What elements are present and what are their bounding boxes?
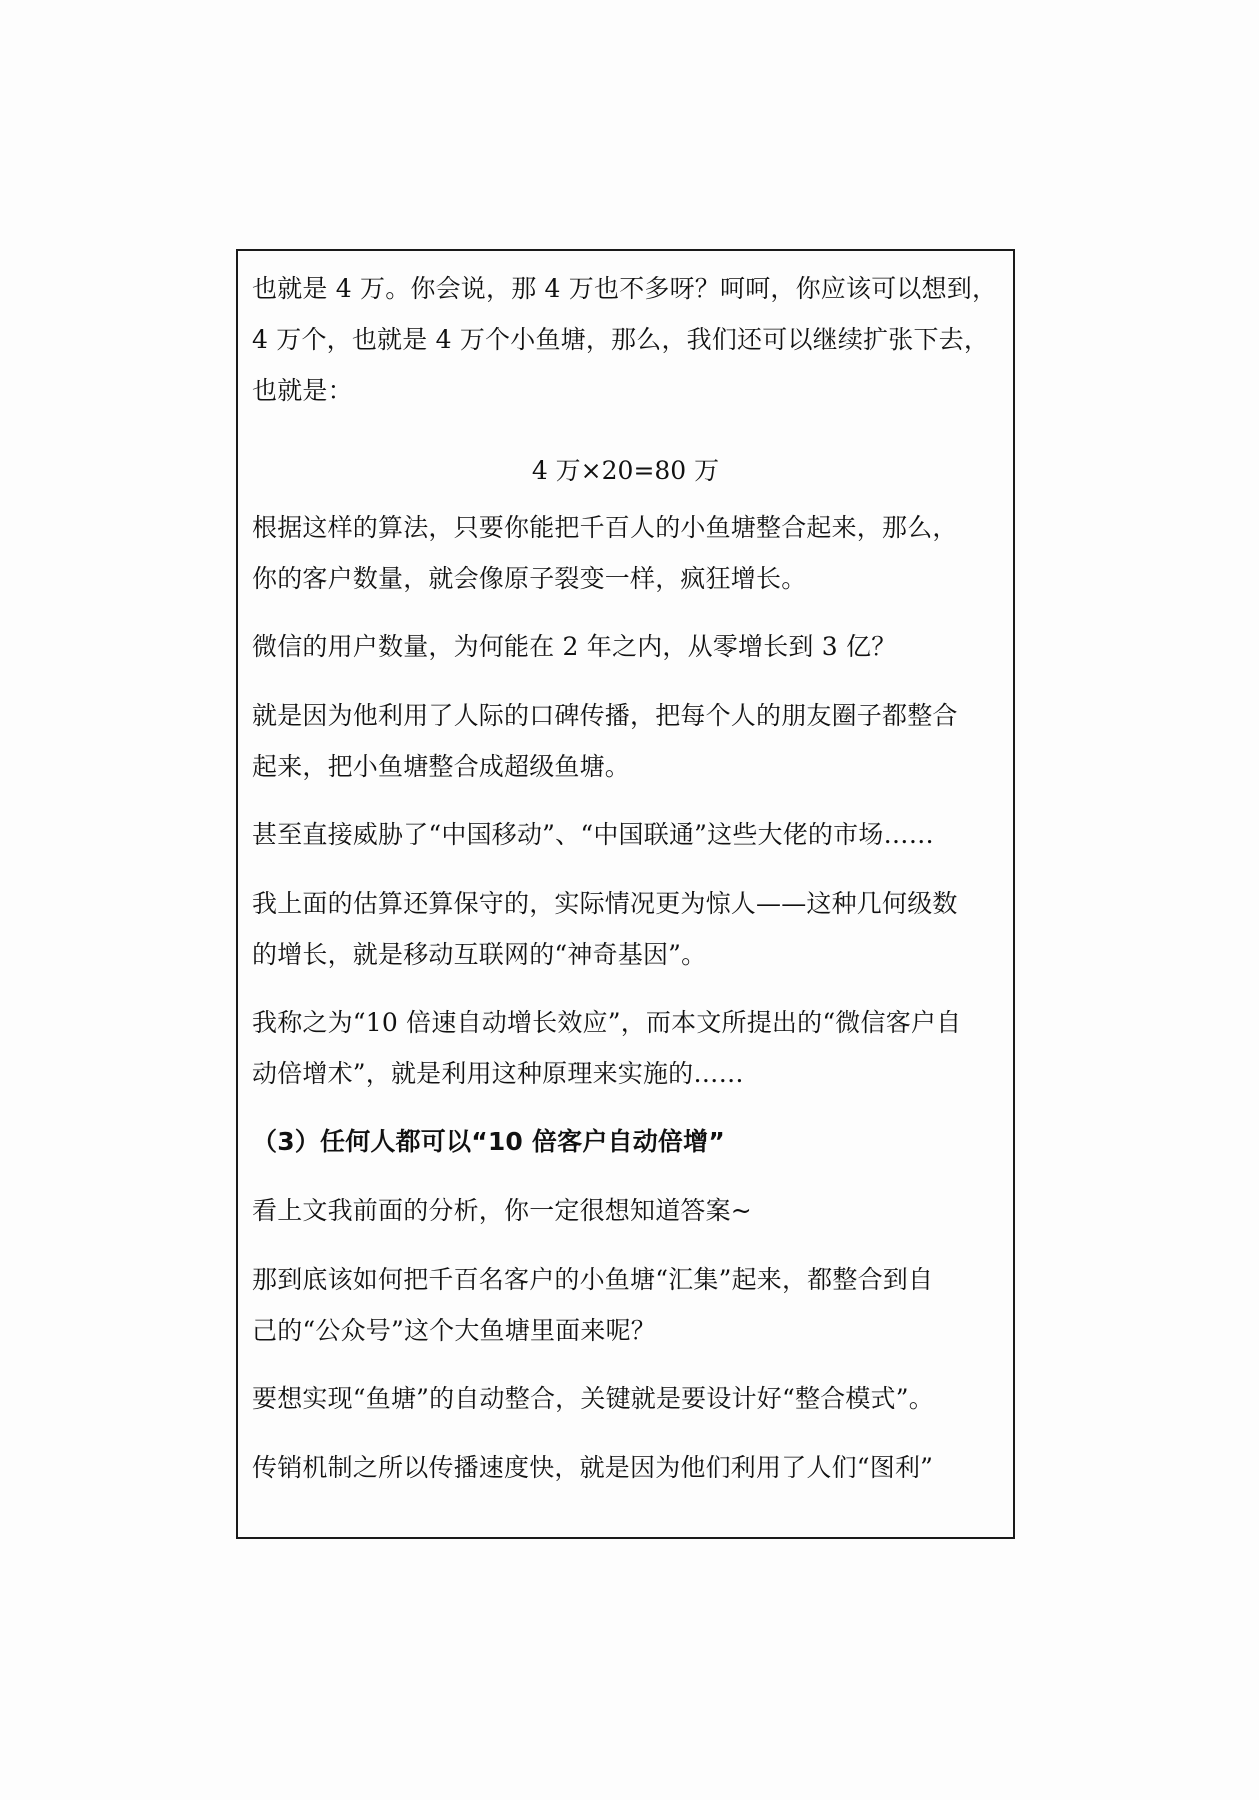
text-line: 己的“公众号”这个大鱼塘里面来呢？ xyxy=(252,1316,656,1345)
text-line: 看上文我前面的分析，你一定很想知道答案~ xyxy=(252,1196,752,1225)
text-line: 根据这样的算法，只要你能把千百人的小鱼塘整合起来，那么， xyxy=(252,513,958,542)
text-line: 也就是 4 万。你会说，那 4 万也不多呀？呵呵，你应该可以想到， xyxy=(252,274,998,303)
text-line: 甚至直接威胁了“中国移动”、“中国联通”这些大佬的市场…… xyxy=(252,820,934,849)
text-line: 我上面的估算还算保守的，实际情况更为惊人——这种几何级数 xyxy=(252,889,958,918)
text-line: 的增长，就是移动互联网的“神奇基因”。 xyxy=(252,940,707,969)
text-line: 动倍增术”，就是利用这种原理来实施的…… xyxy=(252,1059,744,1088)
text-line: 4 万个，也就是 4 万个小鱼塘，那么，我们还可以继续扩张下去， xyxy=(252,325,990,354)
text-line: 要想实现“鱼塘”的自动整合，关键就是要设计好“整合模式”。 xyxy=(252,1384,934,1413)
text-line: 你的客户数量，就会像原子裂变一样，疯狂增长。 xyxy=(252,564,807,593)
text-line: 那到底该如何把千百名客户的小鱼塘“汇集”起来，都整合到自 xyxy=(252,1265,934,1294)
formula-line: 4 万×20=80 万 xyxy=(531,456,720,485)
text-line: 也就是： xyxy=(252,376,353,405)
text-line: 传销机制之所以传播速度快，就是因为他们利用了人们“图利” xyxy=(252,1453,934,1482)
text-line: 微信的用户数量，为何能在 2 年之内，从零增长到 3 亿？ xyxy=(252,632,897,661)
text-line: 起来，把小鱼塘整合成超级鱼塘。 xyxy=(252,752,631,781)
text-line: 我称之为“10 倍速自动增长效应”，而本文所提出的“微信客户自 xyxy=(252,1008,962,1037)
text-line: 就是因为他利用了人际的口碑传播，把每个人的朋友圈子都整合 xyxy=(252,701,958,730)
section-heading: （3）任何人都可以“10 倍客户自动倍增” xyxy=(252,1127,725,1156)
